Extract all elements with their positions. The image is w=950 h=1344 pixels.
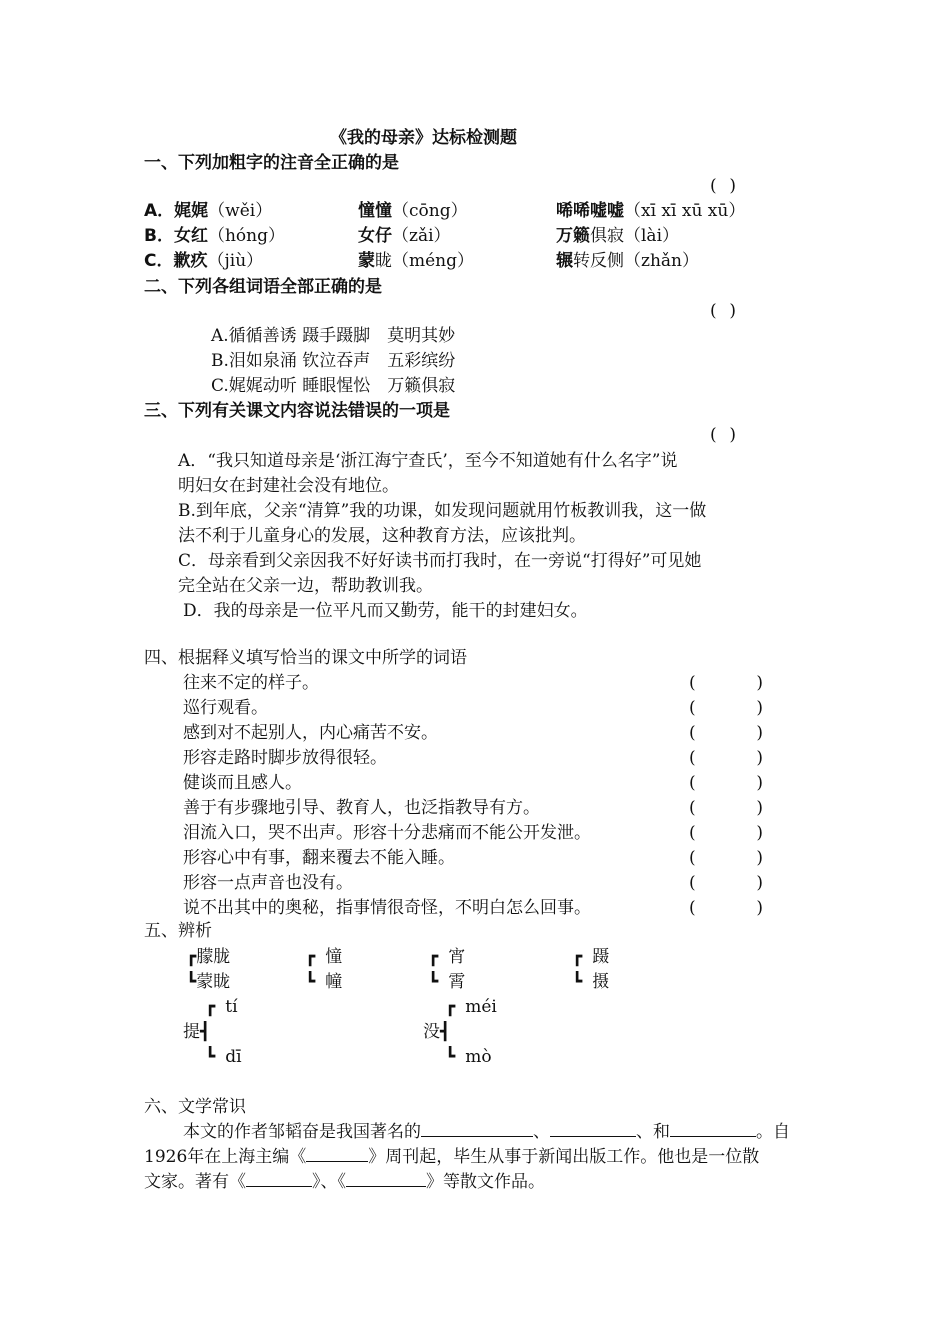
fill-blank-6[interactable] [346, 1171, 426, 1187]
q4-answer-paren[interactable]: ( ) [689, 773, 763, 793]
fill-blank-4[interactable] [306, 1146, 368, 1162]
q1-option-item: 女仔（zǎi） [358, 226, 451, 246]
q4-definition: 感到对不起别人，内心痛苦不安。 [183, 723, 438, 743]
q4-definition: 善于有步骤地引导、教育人，也泛指教导有方。 [183, 798, 540, 818]
q1-option-item: 蒙眬（méng） [358, 251, 475, 271]
q4-definition: 泪流入口，哭不出声。形容十分悲痛而不能公开发泄。 [183, 823, 591, 843]
q3-line: D．我的母亲是一位平凡而又勤劳，能干的封建妇女。 [183, 601, 588, 621]
q3-line: 完全站在父亲一边，帮助教训我。 [178, 576, 433, 596]
q4-definition: 形容一点声音也没有。 [183, 873, 353, 893]
q4-answer-paren[interactable]: ( ) [689, 698, 763, 718]
q4-definition: 形容心中有事，翻来覆去不能入睡。 [183, 848, 455, 868]
fill-blank-2[interactable] [550, 1121, 636, 1137]
q1-option-item: 憧憧（cōng） [358, 201, 468, 221]
q4-definition: 形容走路时脚步放得很轻。 [183, 748, 387, 768]
bracket-top-icon: ┏ [445, 997, 456, 1017]
bracket-bottom-icon: ┗ [428, 972, 439, 992]
bracket-top-icon: ┏ [205, 997, 216, 1017]
q5-pair-item: ┗ 摄 [572, 972, 610, 992]
q5-pair-item: ┏朦胧 [186, 947, 231, 967]
q5-pair-item: ┗ 幢 [305, 972, 343, 992]
fill-blank-5[interactable] [246, 1171, 312, 1187]
q6-sentence-line3: 文家。著有《 》、《 》等散文作品。 [144, 1172, 545, 1192]
q4-definition: 往来不定的样子。 [183, 673, 319, 693]
q4-definition: 健谈而且感人。 [183, 773, 302, 793]
q5-pair-item: ┗蒙眬 [186, 972, 231, 992]
q5-pair-item: ┗ 霄 [428, 972, 466, 992]
page-title: 《我的母亲》达标检测题 [330, 128, 517, 148]
q5-pair-item: ┏ 蹑 [572, 947, 610, 967]
bracket-top-icon: ┏ [572, 947, 583, 967]
q4-definition: 巡行观看。 [183, 698, 268, 718]
q5-polyphonic-char: 提┫ [183, 1022, 211, 1042]
q4-answer-paren[interactable]: ( ) [689, 798, 763, 818]
q2-option-b: B.泪如泉涌 钦泣吞声 五彩缤纷 [211, 351, 456, 371]
q4-answer-paren[interactable]: ( ) [689, 723, 763, 743]
q3-heading: 三、下列有关课文内容说法错误的一项是 [144, 401, 450, 421]
q2-answer-paren[interactable]: ( ) [710, 301, 736, 321]
q3-line: 法不利于儿童身心的发展，这种教育方法，应该批判。 [178, 526, 586, 546]
q1-option-item: B．女红（hóng） [144, 226, 285, 246]
bracket-top-icon: ┏ [305, 947, 316, 967]
q1-option-item: C．歉疚（jiù） [144, 251, 264, 271]
bracket-top-icon: ┏ [186, 947, 197, 967]
q5-polyphonic-char: 没┫ [423, 1022, 451, 1042]
q3-line: A．“我只知道母亲是‘浙江海宁查氏’，至今不知道她有什么名字”说 [178, 451, 678, 471]
q4-definition: 说不出其中的奥秘，指事情很奇怪，不明白怎么回事。 [183, 898, 591, 918]
q4-heading: 四、根据释义填写恰当的课文中所学的词语 [144, 648, 467, 668]
q1-heading: 一、下列加粗字的注音全正确的是 [144, 153, 399, 173]
bracket-bottom-icon: ┗ [305, 972, 316, 992]
bracket-bottom-icon: ┗ [186, 972, 197, 992]
q1-option-item: A．娓娓（wěi） [144, 201, 273, 221]
q4-answer-paren[interactable]: ( ) [689, 898, 763, 918]
bracket-top-icon: ┏ [428, 947, 439, 967]
q1-option-item: 辗转反侧（zhǎn） [556, 251, 699, 271]
q6-sentence-line2: 1926年在上海主编《 》周刊起，毕生从事于新闻出版工作。他也是一位散 [144, 1147, 760, 1167]
q5-heading: 五、辨析 [144, 921, 212, 941]
q3-answer-paren[interactable]: ( ) [710, 425, 736, 445]
q3-line: 明妇女在封建社会没有地位。 [178, 476, 399, 496]
q4-answer-paren[interactable]: ( ) [689, 748, 763, 768]
q3-line: C．母亲看到父亲因我不好好读书而打我时，在一旁说“打得好”可见她 [178, 551, 702, 571]
bracket-bottom-icon: ┗ [445, 1047, 456, 1067]
q5-pronunciation-top: ┏ tí [205, 997, 238, 1017]
bracket-middle-icon: ┫ [440, 1022, 451, 1042]
bracket-bottom-icon: ┗ [572, 972, 583, 992]
q4-answer-paren[interactable]: ( ) [689, 873, 763, 893]
fill-blank-1[interactable] [421, 1121, 533, 1137]
q3-line: B.到年底，父亲“清算”我的功课，如发现问题就用竹板教训我，这一做 [178, 501, 707, 521]
q4-answer-paren[interactable]: ( ) [689, 673, 763, 693]
q4-answer-paren[interactable]: ( ) [689, 823, 763, 843]
q5-pair-item: ┏ 宵 [428, 947, 466, 967]
q2-option-c: C.娓娓动听 睡眼惺忪 万籁俱寂 [211, 376, 456, 396]
q6-sentence-line1: 本文的作者邹韬奋是我国著名的 、 、和 。自 [183, 1122, 790, 1142]
bracket-middle-icon: ┫ [200, 1022, 211, 1042]
q1-answer-paren[interactable]: ( ) [710, 176, 736, 196]
q5-pronunciation-top: ┏ méi [445, 997, 497, 1017]
q2-heading: 二、下列各组词语全部正确的是 [144, 277, 382, 297]
fill-blank-3[interactable] [670, 1121, 756, 1137]
q5-pronunciation-bottom: ┗ dī [205, 1047, 242, 1067]
q2-option-a: A.循循善诱 蹑手蹑脚 莫明其妙 [211, 326, 456, 346]
q5-pronunciation-bottom: ┗ mò [445, 1047, 492, 1067]
q1-option-item: 万籁俱寂（lài） [556, 226, 680, 246]
q5-pair-item: ┏ 憧 [305, 947, 343, 967]
bracket-bottom-icon: ┗ [205, 1047, 216, 1067]
q6-heading: 六、文学常识 [144, 1097, 246, 1117]
q4-answer-paren[interactable]: ( ) [689, 848, 763, 868]
q1-option-item: 唏唏嘘嘘（xī xī xū xū） [556, 201, 746, 221]
